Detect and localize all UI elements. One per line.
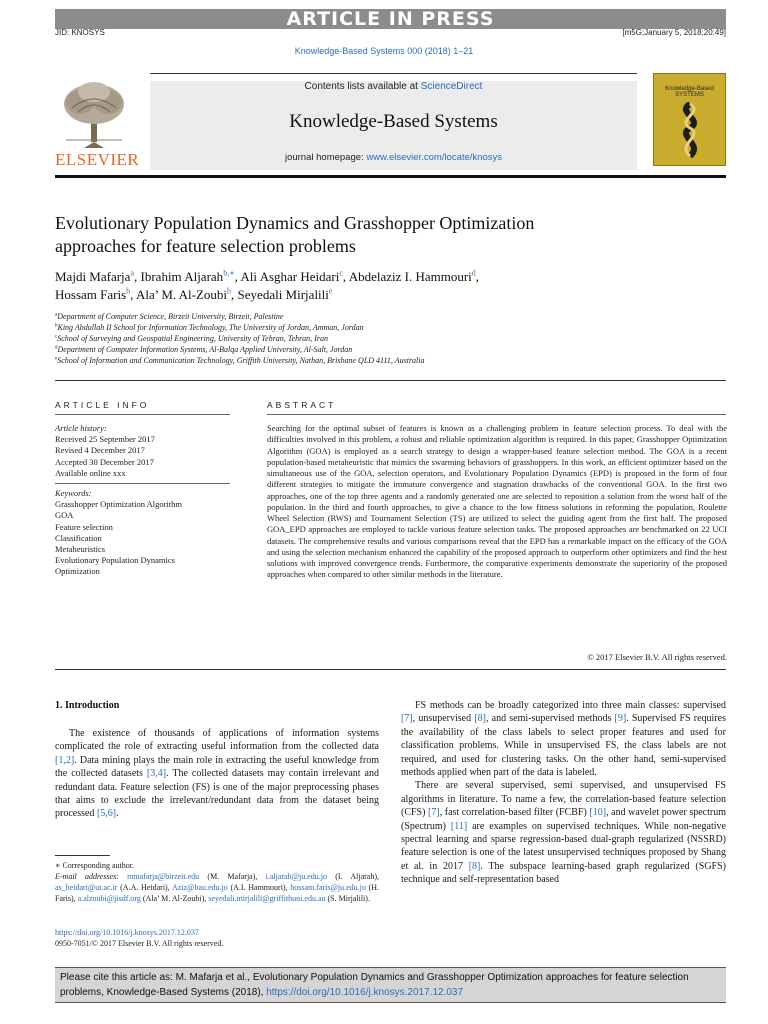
citation-link[interactable]: [8]: [474, 713, 486, 725]
email-link[interactable]: i.aljarah@ju.edu.jo: [265, 872, 327, 881]
author-name: Ala’ M. Al-Zoubi: [135, 287, 228, 302]
citation-link[interactable]: [10]: [589, 807, 607, 819]
author-affiliation-mark[interactable]: b,∗: [223, 268, 235, 278]
email-link[interactable]: seyedali.mirjalili@griffithuni.edu.au: [208, 894, 326, 903]
citation-link[interactable]: [3,4]: [146, 768, 167, 780]
paragraph-text: , fast correlation-based filter (FCBF): [439, 807, 590, 819]
right-column: [401, 699, 726, 887]
paragraph-text: . The collected datasets may contain irrelevant and redundant data. Feature selection (FS) is one of the major preprocessing phases that aims to exclude the irrelevant/redundant data from the dataset being processed: [55, 768, 379, 820]
header-divider: [55, 175, 726, 178]
paragraph-text: .: [116, 808, 119, 820]
affiliation-list: [55, 311, 695, 366]
author-separator: ,: [234, 269, 241, 284]
email-owner: (Ala’ M. Al-Zoubi),: [140, 894, 209, 903]
keyword-item: Classification: [55, 532, 102, 543]
abstract-text: Searching for the optimal subset of features is known as a challenging problem in feature selection process. To deal with the difficulties involved in this problem, a robust and reliable optimization algorithm is required. In this paper, Grasshopper Optimization Algorithm (GOA) is employed as a search strategy to design a wrapper-based feature selection method. The GOA is a recent population-based metaheuristic that mimics the swarming behaviors of grasshoppers. In this work, an efficient optimizer based on the simultaneous use of the GOA, selection operators, and Evolutionary Population Dynamics (EPD) is proposed in the form of four different strategies to mitigate the immature convergence and stagnation drawbacks of the conventional GOA. In the first two approaches, one of the top three agents and a randomly generated one are selected to reposition a solution from the worst half of the population. In the third and fourth approaches, to give a chance to the low fitness solutions in reforming the population, Roulette Wheel Selection (RWS) and Tournament Selection (TS) are utilized to select the guiding agent from the first half. The proposed GOA_EPD approaches are employed to tackle various feature selection tasks. The proposed approaches are benchmarked on 22 UCI datasets. The comprehensive results and various comparisons reveal that the EPD has a remarkable impact on the efficacy of the GOA and using the selection mechanism enhanced the capability of the proposed approach to outperform other optimizers and find the best solutions with improved convergence trends. Furthermore, the comparative experiments demonstrate the superiority of the proposed approaches when compared to other similar methods in the literature.: [267, 423, 727, 580]
footnotes: [55, 860, 379, 904]
affiliation-item: [55, 333, 695, 344]
email-owner: (A.I. Hammouri),: [227, 883, 291, 892]
author-separator: ,: [134, 269, 141, 284]
doi-block: [55, 927, 379, 949]
corresponding-author-note: ∗ Corresponding author.: [55, 861, 134, 870]
homepage-line: [150, 152, 637, 163]
contents-line: [150, 81, 637, 92]
cover-title: Knowledge-Based SYSTEMS: [665, 86, 714, 98]
email-addresses: [55, 871, 379, 904]
header-top-rule: [150, 73, 637, 74]
email-link[interactable]: Aziz@bau.edu.jo: [171, 883, 228, 892]
keyword-item: GOA: [55, 510, 74, 521]
author-affiliation-mark[interactable]: c: [339, 268, 343, 278]
issn-copyright: 0950-7051/© 2017 Elsevier B.V. All rights reserved.: [55, 939, 224, 948]
history-item: Received 25 September 2017: [55, 434, 155, 445]
affiliation-text: School of Information and Communication Technology, Griffith University, Nathan, Brisbane QLD 4111, Australia: [57, 356, 425, 365]
journal-header: [150, 73, 637, 170]
citation-link[interactable]: [11]: [450, 820, 468, 832]
journal-homepage-link[interactable]: www.elsevier.com/locate/knosys: [366, 152, 503, 163]
author-name: Ali Asghar Heidari: [240, 269, 340, 284]
introduction-heading: 1. Introduction: [55, 700, 120, 711]
abstract-heading: ABSTRACT: [267, 400, 337, 410]
history-label: Article history:: [55, 423, 107, 433]
intro-paragraph: [401, 699, 726, 779]
affiliation-text: Department of Computer Science, Birzeit University, Birzeit, Palestine: [57, 312, 284, 321]
author-name: Hossam Faris: [55, 287, 127, 302]
author-name: Majdi Mafarja: [55, 269, 131, 284]
citation-link[interactable]: [7]: [401, 713, 413, 725]
author-name: Ibrahim Aljarah: [140, 269, 224, 284]
elsevier-logo[interactable]: [55, 80, 140, 169]
keyword-item: Optimization: [55, 566, 100, 577]
footnote-rule: [55, 855, 110, 856]
history-item: Revised 4 December 2017: [55, 445, 145, 456]
author-name: Abdelaziz I. Hammouri: [348, 269, 472, 284]
article-in-press-banner: ARTICLE IN PRESS: [55, 9, 726, 29]
author-affiliation-mark[interactable]: b: [126, 286, 131, 296]
author-affiliation-mark[interactable]: a: [130, 268, 135, 278]
citation-link[interactable]: [8]: [468, 860, 481, 872]
intro-paragraph: [55, 727, 379, 821]
affiliation-item: [55, 355, 695, 366]
email-label: E-mail addresses:: [55, 872, 119, 881]
journal-reference-link[interactable]: Knowledge-Based Systems 000 (2018) 1–21: [294, 46, 474, 56]
history-item: Accepted 30 December 2017: [55, 456, 154, 467]
citation-link[interactable]: [5,6]: [96, 808, 117, 820]
keyword-item: Feature selection: [55, 521, 113, 532]
email-link[interactable]: mmafarja@birzeit.edu: [127, 872, 200, 881]
keywords-rule: [55, 483, 230, 484]
doi-link[interactable]: https://doi.org/10.1016/j.knosys.2017.12.037: [55, 928, 199, 937]
author-affiliation-mark[interactable]: b: [227, 286, 232, 296]
email-owner: (I. Aljarah),: [327, 872, 380, 881]
paragraph-text: FS methods can be broadly categorized into three main classes: supervised: [415, 700, 726, 711]
article-history: [55, 423, 230, 479]
affiliation-mark: b: [55, 323, 58, 329]
article-info-heading: ARTICLE INFO: [55, 400, 150, 410]
keywords: [55, 488, 230, 578]
paragraph-text: The existence of thousands of applications of information systems complicated the role of extracting useful information from the collected data: [55, 728, 379, 753]
affiliation-mark: e: [55, 356, 58, 362]
email-owner: (M. Mafarja),: [199, 872, 266, 881]
affiliation-text: King Abdullah II School for Information Technology, The University of Jordan, Amman, Jordan: [57, 323, 364, 332]
author-list: [55, 268, 655, 304]
author-separator: ,: [475, 269, 480, 284]
citation-text: Please cite this article as: M. Mafarja et al., Evolutionary Population Dynamics and Grasshopper Optimization approaches for feature selection problems, Knowledge-Based Systems (2018),: [60, 972, 689, 998]
article-title-line-1: Evolutionary Population Dynamics and Grasshopper Optimization: [55, 213, 535, 233]
abstract-rule: [267, 414, 726, 415]
affiliation-item: [55, 311, 695, 322]
elsevier-tree-icon: [58, 80, 130, 148]
paragraph-text: . The subspace learning-based graph regularized (SGFS) technique and self-representation based: [401, 860, 726, 886]
intro-paragraph: [401, 779, 726, 886]
homepage-prefix: journal homepage:: [284, 152, 364, 163]
section-divider: [55, 380, 726, 381]
paragraph-text: . Data mining plays the main role in extracting the useful knowledge from the collected datasets: [55, 754, 379, 780]
affiliation-item: [55, 344, 695, 355]
article-info-rule: [55, 414, 230, 415]
article-title: [55, 212, 655, 258]
affiliation-mark: a: [55, 312, 58, 318]
journal-cover-thumbnail[interactable]: [653, 73, 726, 166]
email-owner: (S. Mirjalili).: [325, 894, 370, 903]
author-affiliation-mark[interactable]: d: [471, 268, 476, 278]
paragraph-text: , unsupervised: [412, 713, 475, 725]
affiliation-mark: d: [55, 345, 58, 351]
email-link[interactable]: as_heidari@ut.ac.ir: [55, 883, 118, 892]
email-owner: (H. Faris),: [55, 883, 379, 903]
citation-link[interactable]: [9]: [614, 713, 627, 725]
journal-id: JID: KNOSYS: [55, 28, 105, 37]
email-link[interactable]: a.alzoubi@jisdf.org: [77, 894, 141, 903]
copyright-notice: © 2017 Elsevier B.V. All rights reserved.: [587, 652, 727, 662]
cover-art-icon: [672, 102, 708, 158]
citation-doi-link[interactable]: https://doi.org/10.1016/j.knosys.2017.12.037: [266, 987, 464, 998]
paragraph-text: , and wavelet power spectrum (Spectrum): [401, 807, 726, 832]
keyword-item: Evolutionary Population Dynamics: [55, 555, 175, 566]
author-separator: ,: [342, 269, 349, 284]
history-item: Available online xxx: [55, 467, 126, 478]
author-affiliation-mark[interactable]: e: [328, 286, 333, 296]
keyword-item: Grasshopper Optimization Algorithm: [55, 499, 183, 510]
affiliation-mark: c: [55, 334, 58, 340]
journal-title: Knowledge-Based Systems: [289, 111, 498, 132]
build-stamp: [m5G;January 5, 2018;20:49]: [622, 28, 726, 37]
paragraph-text: . Supervised FS requires the availability of the class labels to select proper features and used for classification problems. While in unsupervised FS, the class labels are not required, and used for clustering tasks. On the other hand, semi-supervised methods applied when part of the data is labeled.: [401, 713, 726, 779]
affiliation-text: School of Surveying and Geospatial Engineering, University of Tehran, Tehran, Iran: [57, 334, 328, 343]
article-title-line-2: approaches for feature selection problems: [55, 236, 356, 256]
elsevier-wordmark: ELSEVIER: [55, 150, 140, 169]
keyword-item: Metaheuristics: [55, 544, 106, 555]
paragraph-text: , and semi-supervised methods: [485, 713, 615, 725]
keywords-label: Keywords:: [55, 488, 92, 498]
paragraph-text: There are several supervised, semi supervised, and unsupervised FS algorithms in literature. To name a few, the correlation-based feature selection (CFS): [401, 780, 726, 819]
citation-link[interactable]: [1,2]: [55, 754, 75, 766]
email-owner: (A.A. Heidari),: [117, 883, 172, 892]
abstract-bottom-divider: [55, 669, 726, 670]
sciencedirect-link[interactable]: ScienceDirect: [420, 81, 483, 92]
author-name: Seyedali Mirjalili: [237, 287, 329, 302]
author-separator: ,: [130, 287, 136, 302]
citation-link[interactable]: [7]: [428, 807, 440, 819]
email-link[interactable]: hossam.faris@ju.edu.jo: [290, 883, 366, 892]
paragraph-text: are examples on supervised techniques. While non-negative spectral learning and sparse regression-based dual-graph regularized (NSSRD) feature selection is one of the latest unsupervised techniques proposed by Shang et al. in 2017: [401, 820, 726, 872]
affiliation-text: Department of Computer Information Systems, Al-Balqa Applied University, Al-Salt, Jordan: [57, 345, 353, 354]
citation-box: [55, 967, 726, 1003]
affiliation-item: [55, 322, 695, 333]
author-separator: ,: [231, 287, 238, 302]
contents-prefix: Contents lists available at: [304, 81, 418, 92]
